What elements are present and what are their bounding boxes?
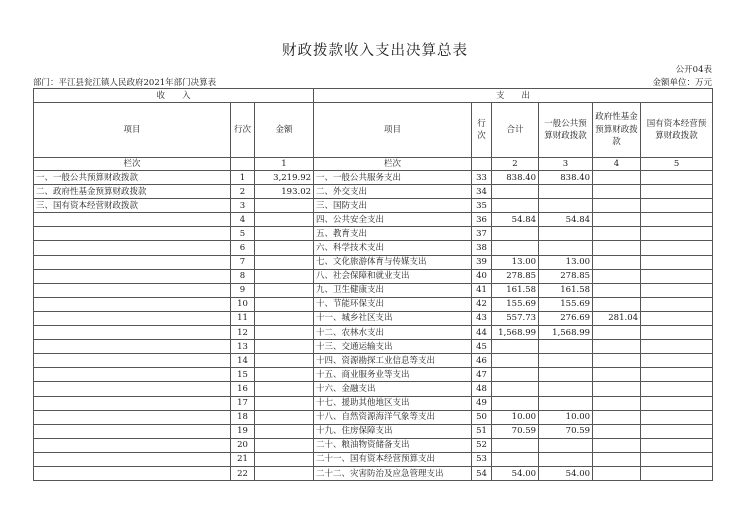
- gov-fund-cell: [593, 171, 641, 185]
- state-capital-cell: [641, 283, 713, 297]
- total-cell: [492, 368, 539, 382]
- gov-fund-cell: [593, 255, 641, 269]
- general-budget-cell: 276.69: [539, 311, 593, 325]
- total-cell: [492, 396, 539, 410]
- expense-item-cell: 七、文化旅游体育与传媒支出: [314, 255, 472, 269]
- state-capital-cell: [641, 466, 713, 480]
- expense-line-cell: 36: [472, 213, 492, 227]
- income-amount-cell: 193.02: [255, 185, 314, 199]
- gov-fund-cell: [593, 185, 641, 199]
- income-line-cell: 18: [231, 410, 255, 424]
- income-line-cell: 22: [231, 466, 255, 480]
- income-amount-cell: [255, 241, 314, 255]
- income-item-cell: [34, 410, 231, 424]
- budget-table: [33, 88, 713, 481]
- expense-item-cell: 十八、自然资源海洋气象等支出: [314, 410, 472, 424]
- income-item-cell: [34, 311, 231, 325]
- income-line-cell: 10: [231, 297, 255, 311]
- expense-item-cell: 九、卫生健康支出: [314, 283, 472, 297]
- expense-item-cell: 十一、城乡社区支出: [314, 311, 472, 325]
- income-amount-cell: [255, 396, 314, 410]
- expense-line-cell: 52: [472, 438, 492, 452]
- state-capital-cell: [641, 326, 713, 340]
- income-line-cell: 12: [231, 326, 255, 340]
- form-number: 公开04表: [675, 65, 712, 75]
- expense-line-cell: 49: [472, 396, 492, 410]
- unit-label: 金额单位：万元: [652, 78, 712, 88]
- income-amount-cell: [255, 283, 314, 297]
- income-line-cell: 11: [231, 311, 255, 325]
- gov-fund-header: 政府性基金预算财政拨款: [593, 103, 641, 158]
- income-line-cell: 4: [231, 213, 255, 227]
- expense-line-cell: 37: [472, 227, 492, 241]
- table-row: [34, 213, 713, 227]
- income-item-cell: [34, 227, 231, 241]
- income-item-cell: [34, 424, 231, 438]
- income-amount-cell: [255, 438, 314, 452]
- income-amount-cell: [255, 311, 314, 325]
- col-number: 5: [641, 158, 713, 171]
- state-capital-cell: [641, 241, 713, 255]
- income-amount-cell: [255, 466, 314, 480]
- table-row: [34, 410, 713, 424]
- total-cell: 54.84: [492, 213, 539, 227]
- total-cell: [492, 354, 539, 368]
- expense-item-cell: 十五、商业服务业等支出: [314, 368, 472, 382]
- gov-fund-cell: [593, 227, 641, 241]
- expense-line-cell: 54: [472, 466, 492, 480]
- total-cell: 70.59: [492, 424, 539, 438]
- expense-line-cell: 34: [472, 185, 492, 199]
- state-capital-cell: [641, 340, 713, 354]
- income-line-cell: 14: [231, 354, 255, 368]
- state-capital-cell: [641, 438, 713, 452]
- income-amount-cell: 3,219.92: [255, 171, 314, 185]
- income-line-cell: 9: [231, 283, 255, 297]
- income-line-cell: 17: [231, 396, 255, 410]
- expense-item-cell: 十、节能环保支出: [314, 297, 472, 311]
- gov-fund-cell: [593, 382, 641, 396]
- income-item-cell: [34, 241, 231, 255]
- income-item-cell: 三、国有资本经营财政拨款: [34, 199, 231, 213]
- state-capital-cell: [641, 213, 713, 227]
- expense-line-cell: 47: [472, 368, 492, 382]
- income-line-cell: 15: [231, 368, 255, 382]
- gov-fund-cell: [593, 368, 641, 382]
- expense-item-cell: 十六、金融支出: [314, 382, 472, 396]
- income-amount-cell: [255, 227, 314, 241]
- income-amount-cell: [255, 269, 314, 283]
- table-row: [34, 340, 713, 354]
- gov-fund-cell: [593, 410, 641, 424]
- total-cell: 1,568.99: [492, 326, 539, 340]
- table-row: [34, 241, 713, 255]
- expense-item-cell: 一、一般公共服务支出: [314, 171, 472, 185]
- general-budget-cell: 70.59: [539, 424, 593, 438]
- general-budget-cell: [539, 382, 593, 396]
- gov-fund-cell: [593, 466, 641, 480]
- income-line-cell: 16: [231, 382, 255, 396]
- income-line-cell: 2: [231, 185, 255, 199]
- general-budget-cell: [539, 185, 593, 199]
- total-cell: [492, 227, 539, 241]
- expense-item-cell: 八、社会保障和就业支出: [314, 269, 472, 283]
- col-number: 2: [492, 158, 539, 171]
- total-cell: 161.58: [492, 283, 539, 297]
- table-row: [34, 368, 713, 382]
- income-line-cell: 8: [231, 269, 255, 283]
- state-capital-cell: [641, 255, 713, 269]
- expense-line-cell: 51: [472, 424, 492, 438]
- gov-fund-cell: [593, 438, 641, 452]
- total-cell: [492, 241, 539, 255]
- general-budget-cell: [539, 227, 593, 241]
- page-title: 财政拨款收入支出决算总表: [282, 43, 468, 59]
- income-amount-cell: [255, 340, 314, 354]
- table-row: [34, 466, 713, 480]
- income-amount-cell: [255, 297, 314, 311]
- income-item-cell: 一、一般公共预算财政拨款: [34, 171, 231, 185]
- total-cell: [492, 185, 539, 199]
- state-capital-cell: [641, 424, 713, 438]
- total-cell: 155.69: [492, 297, 539, 311]
- table-row: [34, 199, 713, 213]
- gov-fund-cell: [593, 326, 641, 340]
- state-capital-cell: [641, 171, 713, 185]
- state-capital-cell: [641, 227, 713, 241]
- expense-item-cell: 十四、资源勘探工业信息等支出: [314, 354, 472, 368]
- total-cell: 557.73: [492, 311, 539, 325]
- gov-fund-cell: [593, 354, 641, 368]
- general-budget-cell: 10.00: [539, 410, 593, 424]
- income-line-cell: 1: [231, 171, 255, 185]
- state-capital-cell: [641, 410, 713, 424]
- gov-fund-cell: [593, 199, 641, 213]
- general-budget-cell: 155.69: [539, 297, 593, 311]
- expense-item-cell: 六、科学技术支出: [314, 241, 472, 255]
- expense-line-cell: 43: [472, 311, 492, 325]
- expense-item-header: 项目: [314, 103, 472, 158]
- department-label: 部门：平江县瓮江镇人民政府2021年部门决算表: [33, 78, 217, 88]
- general-budget-cell: 278.85: [539, 269, 593, 283]
- general-budget-cell: [539, 368, 593, 382]
- state-capital-cell: [641, 452, 713, 466]
- income-line-cell: 3: [231, 199, 255, 213]
- expense-line-cell: 46: [472, 354, 492, 368]
- expense-line-cell: 48: [472, 382, 492, 396]
- income-item-cell: [34, 368, 231, 382]
- expense-line-cell: 41: [472, 283, 492, 297]
- income-item-cell: [34, 326, 231, 340]
- income-item-header: 项目: [34, 103, 231, 158]
- total-cell: 13.00: [492, 255, 539, 269]
- expense-line-header: 行次: [472, 103, 492, 158]
- expense-item-cell: 二、外交支出: [314, 185, 472, 199]
- state-capital-cell: [641, 185, 713, 199]
- gov-fund-cell: [593, 241, 641, 255]
- income-header: 收 入: [34, 89, 314, 103]
- gov-fund-cell: 281.04: [593, 311, 641, 325]
- expense-line-cell: 38: [472, 241, 492, 255]
- income-line-cell: 21: [231, 452, 255, 466]
- income-item-cell: [34, 213, 231, 227]
- table-row: [34, 269, 713, 283]
- expense-line-cell: 35: [472, 199, 492, 213]
- total-cell: [492, 340, 539, 354]
- expense-item-cell: 十二、农林水支出: [314, 326, 472, 340]
- income-amount-cell: [255, 326, 314, 340]
- table-row: [34, 227, 713, 241]
- state-capital-cell: [641, 382, 713, 396]
- table-row: [34, 424, 713, 438]
- income-item-cell: 二、政府性基金预算财政拨款: [34, 185, 231, 199]
- table-row: [34, 452, 713, 466]
- expense-line-cell: 39: [472, 255, 492, 269]
- gov-fund-cell: [593, 396, 641, 410]
- general-budget-cell: 161.58: [539, 283, 593, 297]
- total-cell: [492, 438, 539, 452]
- general-budget-cell: [539, 354, 593, 368]
- general-budget-cell: [539, 438, 593, 452]
- total-cell: [492, 199, 539, 213]
- income-line-cell: 6: [231, 241, 255, 255]
- gov-fund-cell: [593, 213, 641, 227]
- income-item-cell: [34, 452, 231, 466]
- expense-line-cell: 50: [472, 410, 492, 424]
- state-capital-cell: [641, 269, 713, 283]
- gov-fund-cell: [593, 340, 641, 354]
- general-budget-cell: 1,568.99: [539, 326, 593, 340]
- income-line-cell: 20: [231, 438, 255, 452]
- general-budget-cell: 838.40: [539, 171, 593, 185]
- income-item-cell: [34, 255, 231, 269]
- general-budget-cell: 54.84: [539, 213, 593, 227]
- expense-item-cell: 十七、援助其他地区支出: [314, 396, 472, 410]
- table-row: [34, 438, 713, 452]
- income-item-cell: [34, 269, 231, 283]
- expense-item-cell: 五、教育支出: [314, 227, 472, 241]
- total-cell: 278.85: [492, 269, 539, 283]
- table-row: [34, 255, 713, 269]
- col-number: 3: [539, 158, 593, 171]
- income-amount-cell: [255, 382, 314, 396]
- table-row: [34, 283, 713, 297]
- gov-fund-cell: [593, 424, 641, 438]
- income-amount-cell: [255, 354, 314, 368]
- total-cell: 838.40: [492, 171, 539, 185]
- general-budget-cell: [539, 340, 593, 354]
- expense-item-cell: 三、国防支出: [314, 199, 472, 213]
- table-row: [34, 171, 713, 185]
- income-item-cell: [34, 438, 231, 452]
- expense-line-cell: 53: [472, 452, 492, 466]
- state-capital-cell: [641, 396, 713, 410]
- expense-line-cell: 40: [472, 269, 492, 283]
- state-capital-cell: [641, 354, 713, 368]
- state-capital-cell: [641, 311, 713, 325]
- income-amount-cell: [255, 368, 314, 382]
- gov-fund-cell: [593, 452, 641, 466]
- income-item-cell: [34, 396, 231, 410]
- col-number: 1: [255, 158, 314, 171]
- col-number: 4: [593, 158, 641, 171]
- expense-line-cell: 42: [472, 297, 492, 311]
- general-budget-header: 一般公共预算财政拨款: [539, 103, 593, 158]
- general-budget-cell: [539, 199, 593, 213]
- total-cell: [492, 382, 539, 396]
- income-line-cell: 7: [231, 255, 255, 269]
- income-item-cell: [34, 283, 231, 297]
- general-budget-cell: [539, 452, 593, 466]
- income-item-cell: [34, 340, 231, 354]
- table-row: [34, 326, 713, 340]
- expense-line-cell: 45: [472, 340, 492, 354]
- state-capital-cell: [641, 297, 713, 311]
- general-budget-cell: [539, 396, 593, 410]
- income-amount-cell: [255, 255, 314, 269]
- expense-item-cell: 二十一、国有资本经营预算支出: [314, 452, 472, 466]
- table-row: [34, 185, 713, 199]
- income-amount-cell: [255, 410, 314, 424]
- total-cell: 54.00: [492, 466, 539, 480]
- expense-line-cell: 44: [472, 326, 492, 340]
- expense-header: 支 出: [314, 89, 713, 103]
- general-budget-cell: 13.00: [539, 255, 593, 269]
- income-item-cell: [34, 382, 231, 396]
- expense-item-cell: 十九、住房保障支出: [314, 424, 472, 438]
- income-item-cell: [34, 297, 231, 311]
- col-label: 栏次: [314, 158, 472, 171]
- income-line-cell: 19: [231, 424, 255, 438]
- income-item-cell: [34, 466, 231, 480]
- expense-line-cell: 33: [472, 171, 492, 185]
- gov-fund-cell: [593, 297, 641, 311]
- income-line-cell: 13: [231, 340, 255, 354]
- table-row: [34, 354, 713, 368]
- state-capital-cell: [641, 199, 713, 213]
- table-row: [34, 382, 713, 396]
- state-capital-header: 国有资本经营预算财政拨款: [641, 103, 713, 158]
- expense-item-cell: 四、公共安全支出: [314, 213, 472, 227]
- income-line-header: 行次: [231, 103, 255, 158]
- general-budget-cell: 54.00: [539, 466, 593, 480]
- col-label: 栏次: [34, 158, 231, 171]
- gov-fund-cell: [593, 283, 641, 297]
- general-budget-cell: [539, 241, 593, 255]
- table-row: [34, 396, 713, 410]
- total-cell: 10.00: [492, 410, 539, 424]
- amount-header: 金额: [255, 103, 314, 158]
- total-header: 合计: [492, 103, 539, 158]
- expense-item-cell: 二十、粮油物资储备支出: [314, 438, 472, 452]
- income-amount-cell: [255, 199, 314, 213]
- total-cell: [492, 452, 539, 466]
- income-amount-cell: [255, 213, 314, 227]
- state-capital-cell: [641, 368, 713, 382]
- income-line-cell: 5: [231, 227, 255, 241]
- gov-fund-cell: [593, 269, 641, 283]
- income-amount-cell: [255, 452, 314, 466]
- expense-item-cell: 二十二、灾害防治及应急管理支出: [314, 466, 472, 480]
- table-row: [34, 311, 713, 325]
- table-row: [34, 297, 713, 311]
- income-amount-cell: [255, 424, 314, 438]
- income-item-cell: [34, 354, 231, 368]
- expense-item-cell: 十三、交通运输支出: [314, 340, 472, 354]
